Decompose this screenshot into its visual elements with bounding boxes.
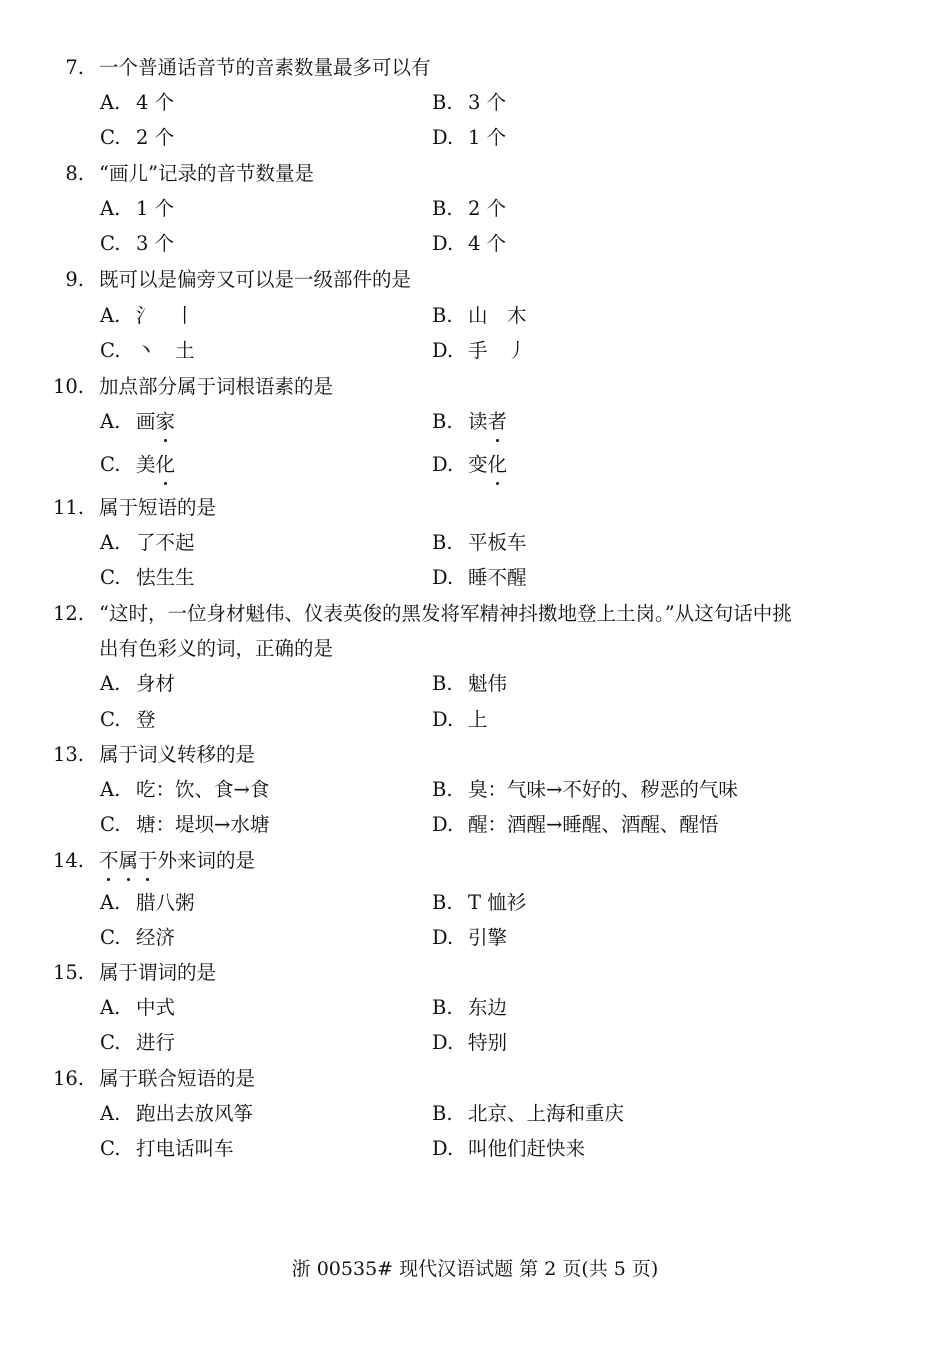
question-text: 既可以是偏旁又可以是一级部件的是 [99, 268, 412, 291]
question-text-continued: 出有色彩义的词，正确的是 [99, 637, 334, 660]
question-number: 11. [52, 496, 84, 519]
question-number: 14. [52, 849, 84, 872]
option-a[interactable]: A. 中式 [100, 996, 176, 1019]
question-number: 7. [65, 56, 84, 79]
question-text: 不属于外来词的是 [99, 849, 256, 872]
option-d[interactable]: D. 引擎 [432, 926, 508, 949]
emphasis-dot-char: 者 [487, 410, 508, 433]
option-b[interactable]: B. 臭：气味→不好的、秽恶的气味 [432, 778, 738, 801]
option-a[interactable]: A. 1 个 [100, 197, 175, 220]
option-d[interactable]: D. 4 个 [432, 232, 507, 255]
option-a[interactable]: A. 身材 [100, 672, 176, 695]
option-c[interactable]: C. 塘：堤坝→水塘 [100, 813, 270, 836]
question-text: 属于谓词的是 [99, 961, 217, 984]
option-a[interactable]: A. 腊八粥 [100, 891, 195, 914]
option-c[interactable]: C. 3 个 [100, 232, 175, 255]
option-d[interactable]: D. 变 化 [432, 453, 508, 476]
option-a[interactable]: A. 画 家 [100, 410, 176, 433]
option-b[interactable]: B. 东边 [432, 996, 508, 1019]
emphasized-prefix [99, 849, 158, 872]
option-d[interactable]: D. 1 个 [432, 126, 507, 149]
option-c[interactable]: C. 丶 土 [100, 339, 195, 362]
question-text: 一个普通话音节的音素数量最多可以有 [99, 56, 431, 79]
emphasis-dot-char: 不 [99, 849, 119, 872]
option-d[interactable]: D. 上 [432, 708, 488, 731]
emphasis-dot-char: 于 [138, 849, 158, 872]
option-c[interactable]: C. 登 [100, 708, 156, 731]
option-b[interactable]: B. 山 木 [432, 304, 527, 327]
option-c[interactable]: C. 打电话叫车 [100, 1137, 234, 1160]
question-number: 15. [52, 961, 84, 984]
option-b[interactable]: B. 2 个 [432, 197, 507, 220]
question-number: 12. [52, 602, 84, 625]
question-text: “这时，一位身材魁伟、仪表英俊的黑发将军精神抖擞地登上土岗。”从这句话中挑 [99, 602, 792, 625]
question-number: 9. [65, 268, 84, 291]
emphasis-dot-char: 化 [155, 453, 176, 476]
option-c[interactable]: C. 怯生生 [100, 566, 195, 589]
option-c[interactable]: C. 进行 [100, 1031, 176, 1054]
option-a[interactable]: A. 了不起 [100, 531, 195, 554]
question-text: 属于联合短语的是 [99, 1067, 256, 1090]
option-d[interactable]: D. 手 丿 [432, 339, 527, 362]
question-number: 8. [65, 162, 84, 185]
emphasis-dot-char: 化 [487, 453, 508, 476]
option-b[interactable]: B. 平板车 [432, 531, 527, 554]
page-footer: 浙 00535# 现代汉语试题 第 2 页(共 5 页) [291, 1258, 659, 1280]
question-number: 16. [52, 1067, 84, 1090]
option-c[interactable]: C. 经济 [100, 926, 176, 949]
question-number: 10. [52, 375, 84, 398]
question-number: 13. [52, 743, 84, 766]
option-d[interactable]: D. 睡不醒 [432, 566, 527, 589]
option-b[interactable]: B. 3 个 [432, 91, 507, 114]
question-text: 属于词义转移的是 [99, 743, 256, 766]
option-b[interactable]: B. 魁伟 [432, 672, 508, 695]
option-b[interactable]: B. T 恤衫 [432, 891, 527, 914]
option-b[interactable]: B. 北京、上海和重庆 [432, 1102, 625, 1125]
option-a[interactable]: A. 吃：饮、食→食 [100, 778, 270, 801]
question-text: 属于短语的是 [99, 496, 217, 519]
option-d[interactable]: D. 叫他们赶快来 [432, 1137, 586, 1160]
option-d[interactable]: D. 特别 [432, 1031, 508, 1054]
option-a[interactable]: A. 氵 丨 [100, 304, 195, 327]
question-text: 加点部分属于词根语素的是 [99, 375, 334, 398]
option-b[interactable]: B. 读 者 [432, 410, 508, 433]
emphasis-dot-char: 家 [155, 410, 176, 433]
option-c[interactable]: C. 美 化 [100, 453, 176, 476]
option-a[interactable]: A. 4 个 [100, 91, 175, 114]
question-text: “画儿”记录的音节数量是 [99, 162, 314, 185]
option-a[interactable]: A. 跑出去放风筝 [100, 1102, 254, 1125]
option-c[interactable]: C. 2 个 [100, 126, 175, 149]
emphasis-dot-char: 属 [118, 849, 139, 872]
option-d[interactable]: D. 醒：酒醒→睡醒、酒醒、醒悟 [432, 813, 719, 836]
